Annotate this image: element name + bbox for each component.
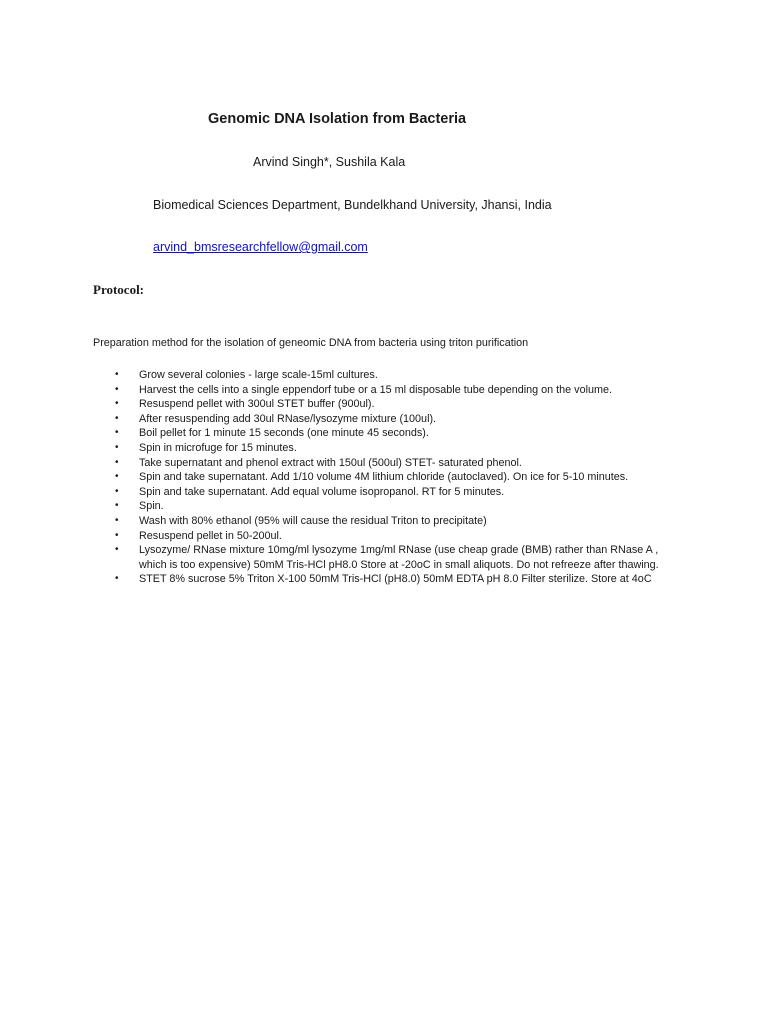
protocol-step-text: STET 8% sucrose 5% Triton X-100 50mM Tris-HCl (pH8.0) 50mM EDTA pH 8.0 Filter sterilize. Store at 4oC	[139, 573, 652, 586]
protocol-step-text: Resuspend pellet in 50-200ul.	[139, 529, 282, 542]
bullet-icon: •	[115, 427, 119, 439]
bullet-icon: •	[115, 398, 119, 410]
protocol-step	[93, 543, 683, 572]
protocol-step	[93, 470, 683, 485]
protocol-step	[93, 426, 683, 441]
protocol-steps-list	[93, 368, 683, 587]
bullet-icon: •	[115, 500, 119, 512]
protocol-step	[93, 485, 683, 500]
protocol-step	[93, 368, 683, 383]
protocol-step	[93, 499, 683, 514]
protocol-step-text: Take supernatant and phenol extract with 150ul (500ul) STET- saturated phenol.	[139, 456, 522, 469]
bullet-icon: •	[115, 529, 119, 541]
protocol-step-text: Spin and take supernatant. Add 1/10 volume 4M lithium chloride (autoclaved). On ice for 5-10 minutes.	[139, 471, 629, 484]
protocol-step-text: Spin and take supernatant. Add equal volume isopropanol. RT for 5 minutes.	[139, 485, 505, 498]
bullet-icon: •	[115, 544, 119, 556]
author-names: Arvind Singh*, Sushila Kala	[253, 155, 406, 169]
bullet-icon: •	[115, 514, 119, 526]
protocol-step-text: Resuspend pellet with 300ul STET buffer (900ul).	[139, 398, 375, 411]
protocol-intro: Preparation method for the isolation of geneomic DNA from bacteria using triton purification	[93, 337, 529, 349]
bullet-icon: •	[115, 456, 119, 468]
protocol-step	[93, 572, 683, 587]
protocol-step	[93, 456, 683, 471]
protocol-heading: Protocol:	[93, 282, 145, 297]
document-title: Genomic DNA Isolation from Bacteria	[208, 111, 467, 127]
author-email-link[interactable]: arvind_bmsresearchfellow@gmail.com	[153, 240, 368, 254]
bullet-icon: •	[115, 441, 119, 453]
protocol-step-text: Wash with 80% ethanol (95% will cause the residual Triton to precipitate)	[139, 514, 487, 527]
protocol-step	[93, 383, 683, 398]
protocol-step-text: Grow several colonies - large scale-15ml cultures.	[139, 369, 378, 381]
protocol-step-text: Boil pellet for 1 minute 15 seconds (one minute 45 seconds).	[139, 427, 429, 440]
author-affiliation: Biomedical Sciences Department, Bundelkhand University, Jhansi, India	[153, 198, 552, 212]
protocol-step	[93, 441, 683, 456]
bullet-icon: •	[115, 573, 119, 585]
protocol-step-text: Harvest the cells into a single eppendorf tube or a 15 ml disposable tube depending on the volume.	[139, 383, 612, 396]
protocol-step-text: Spin in microfuge for 15 minutes.	[139, 441, 297, 454]
bullet-icon: •	[115, 485, 119, 497]
protocol-step-text: Lysozyme/ RNase mixture 10mg/ml lysozyme 1mg/ml RNase (use cheap grade (BMB) rather than RNase A , which is too expensive) 50mM Tris-HCl pH8.0 Store at -20oC in small aliquots. Do not refreeze after thawing.	[139, 544, 659, 571]
protocol-step-text: After resuspending add 30ul RNase/lysozyme mixture (100ul).	[139, 412, 437, 425]
bullet-icon: •	[115, 471, 119, 483]
protocol-step-text: Spin.	[139, 500, 164, 513]
bullet-icon: •	[115, 383, 119, 395]
protocol-step	[93, 529, 683, 544]
protocol-step	[93, 514, 683, 529]
bullet-icon: •	[115, 369, 119, 380]
protocol-step	[93, 397, 683, 412]
protocol-step	[93, 412, 683, 427]
bullet-icon: •	[115, 412, 119, 424]
